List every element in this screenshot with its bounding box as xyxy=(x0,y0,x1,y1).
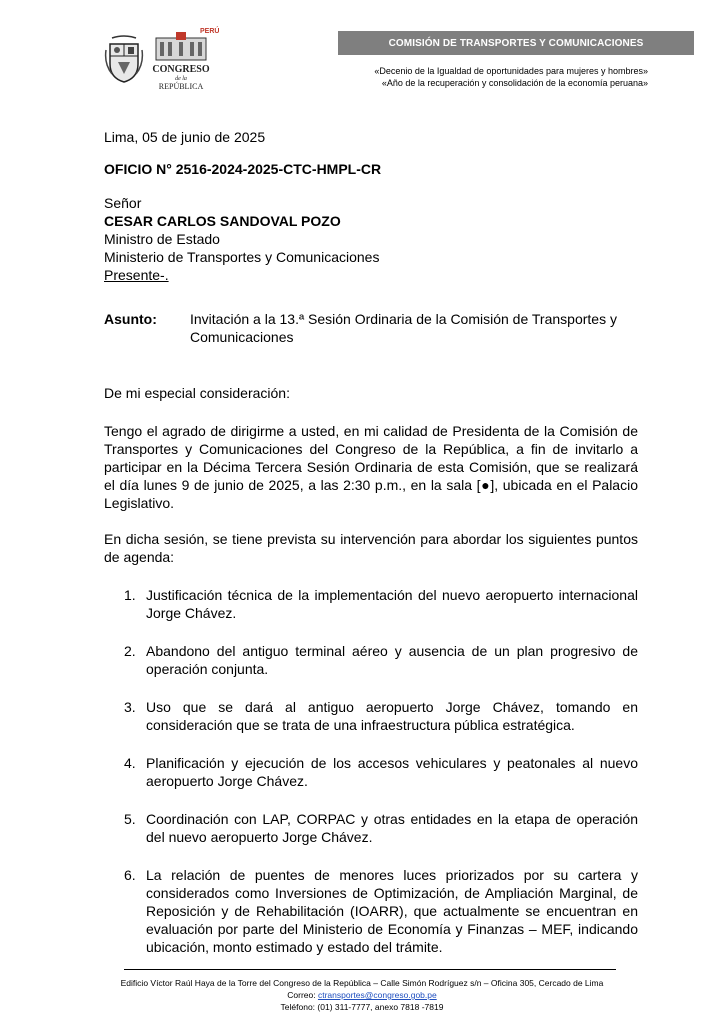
subject-row xyxy=(104,310,638,346)
agenda-item-number: 1. xyxy=(124,587,136,603)
agenda-item xyxy=(118,642,638,678)
agenda-item-text: Abandono del antiguo terminal aéreo y ausencia de un plan progresivo de operación conjunta. xyxy=(146,643,638,677)
recipient-name: CESAR CARLOS SANDOVAL POZO xyxy=(104,213,341,229)
decree-line-2: «Año de la recuperación y consolidación de la economía peruana» xyxy=(381,78,648,88)
agenda-item xyxy=(118,754,638,790)
body-paragraph-2: En dicha sesión, se tiene prevista su intervención para abordar los siguientes puntos de agenda: xyxy=(104,531,638,565)
agenda-item-text: Coordinación con LAP, CORPAC y otras entidades en la etapa de operación del nuevo aeropuerto Jorge Chávez. xyxy=(146,811,638,845)
subject-text: Invitación a la 13.ª Sesión Ordinaria de la Comisión de Transportes y Comunicaciones xyxy=(190,311,617,345)
peru-coat-of-arms-icon xyxy=(104,34,144,84)
agenda-item-text: Uso que se dará al antiguo aeropuerto Jorge Chávez, tomando en consideración que se trata de una infraestructura pública estratégica. xyxy=(146,699,638,733)
agenda-item-number: 2. xyxy=(124,643,136,659)
agenda-item-number: 3. xyxy=(124,699,136,715)
agenda-item-number: 6. xyxy=(124,867,136,883)
congress-building-icon xyxy=(148,30,214,92)
agenda-item-text: Justificación técnica de la implementación del nuevo aeropuerto internacional Jorge Chávez. xyxy=(146,587,638,621)
oficio-number: OFICIO N° 2516-2024-2025-CTC-HMPL-CR xyxy=(104,161,382,177)
decree-line-1: «Decenio de la Igualdad de oportunidades para mujeres y hombres» xyxy=(374,66,648,76)
agenda-item xyxy=(118,586,638,622)
footer-divider xyxy=(124,969,616,970)
salutation: Señor xyxy=(104,195,142,211)
letterhead xyxy=(0,0,724,100)
body-paragraph-1: Tengo el agrado de dirigirme a usted, en mi calidad de Presidenta de la Comisión de Transportes y Comunicaciones del Congreso de la República, a fin de invitarlo a participar en la Décima Tercera Sesión Ordinaria de esta Comisión, que se realizará el día lunes 9 de junio de 2025, a las 2:30 p.m., en la sala [●], ubicada en el Palacio Legislativo. xyxy=(104,423,638,511)
agenda-item xyxy=(118,866,638,956)
agenda-item xyxy=(118,810,638,846)
footer-email-link[interactable]: ctransportes@congreso.gob.pe xyxy=(317,990,437,1000)
footer-address: Edificio Víctor Raúl Haya de la Torre del Congreso de la República – Calle Simón Rodríguez s/n – Oficina 305, Cercado de Lima xyxy=(120,978,604,988)
recipient-block xyxy=(104,194,638,284)
logo-text-2: de la xyxy=(175,76,187,82)
recipient-position: Ministro de Estado xyxy=(104,231,220,247)
footer-email-label: Correo: xyxy=(287,990,316,1000)
agenda-item-number: 4. xyxy=(124,755,136,771)
logo-text-1: CONGRESO xyxy=(152,64,210,75)
peru-tag: PERÚ xyxy=(200,28,220,35)
commission-banner: COMISIÓN DE TRANSPORTES Y COMUNICACIONES xyxy=(338,31,694,55)
agenda-list xyxy=(118,586,638,956)
logo-text-3: REPÚBLICA xyxy=(158,82,204,91)
footer-email-line xyxy=(0,990,724,1001)
footer-phone: Teléfono: (01) 311-7777, anexo 7818 -7819 xyxy=(280,1002,444,1012)
greeting: De mi especial consideración: xyxy=(104,385,290,401)
agenda-item-number: 5. xyxy=(124,811,136,827)
presente: Presente-. xyxy=(104,267,169,283)
agenda-item xyxy=(118,698,638,734)
agenda-item-text: Planificación y ejecución de los accesos vehiculares y peatonales al nuevo aeropuerto Jorge Chávez. xyxy=(146,755,638,789)
agenda-item-text: La relación de puentes de menores luces priorizados por su cartera y considerados como Inversiones de Optimización, de Ampliación Marginal, de Reposición y de Rehabilitación (IOARR), que actualmente se encuentran en evaluación por parte del Ministerio de Economía y Finanzas – MEF, indicando ubicación, monto estimado y estado del trámite. xyxy=(146,867,638,955)
recipient-ministry: Ministerio de Transportes y Comunicaciones xyxy=(104,249,380,265)
letter-date: Lima, 05 de junio de 2025 xyxy=(104,129,266,145)
subject-label: Asunto: xyxy=(104,311,157,327)
congress-logo xyxy=(104,30,214,92)
